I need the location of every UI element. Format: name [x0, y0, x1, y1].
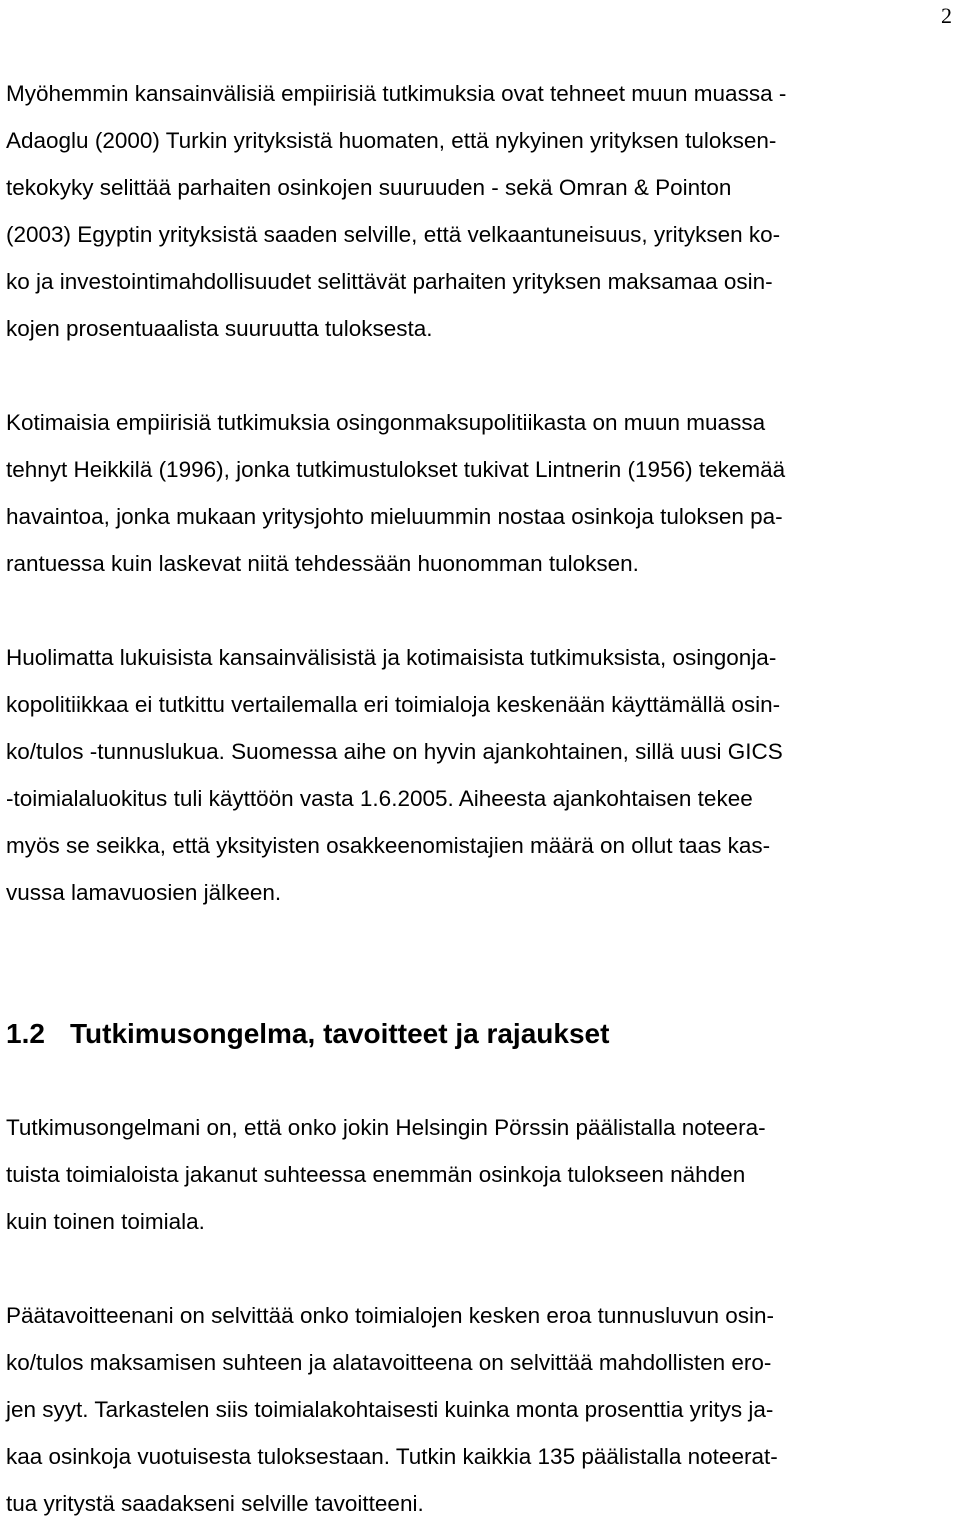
- paragraph-domestic-studies: Kotimaisia empiirisiä tutkimuksia osingonmaksupolitiikasta on muun muassa tehnyt Heikkilä (1996), jonka tutkimustulokset tukivat Lintnerin (1956) tekemää havaintoa, jonka mukaan yritysjohto mieluummin nostaa osinkoja tuloksen pa- rantuessa kuin laskevat niitä tehdessään huonomman tuloksen.: [6, 410, 786, 576]
- paragraph-spacer: [6, 587, 954, 634]
- paragraph-spacer: [6, 1245, 954, 1292]
- section-title: Tutkimusongelma, tavoitteet ja rajaukset: [70, 1018, 610, 1049]
- paragraph-motivation: Huolimatta lukuisista kansainvälisistä ja kotimaisista tutkimuksista, osingonja- kopolitiikkaa ei tutkittu vertailemalla eri toimialoja keskenään käyttämällä osin- ko/tulos -tunnuslukua. Suomessa aihe on hyvin ajankohtainen, sillä uusi GICS -toimialaluokitus tuli käyttöön vasta 1.6.2005. Aiheesta ajankohtaisen tekee myös se seikka, että yksityisten osakkeenomistajien määrä on ollut taas kas- vussa lamavuosien jälkeen.: [6, 645, 783, 905]
- section-heading: [6, 1010, 954, 1057]
- section-number: 1.2: [6, 1018, 45, 1049]
- heading-spacer: [6, 1057, 954, 1104]
- paragraph-international-studies: Myöhemmin kansainvälisiä empiirisiä tutkimuksia ovat tehneet muun muassa - Adaoglu (2000) Turkin yrityksistä huomaten, että nykyinen yrityksen tuloksen- tekokyky selittää parhaiten osinkojen suuruuden - sekä Omran & Pointon (2003) Egyptin yrityksistä saaden selville, että velkaantuneisuus, yrityksen ko- ko ja investointimahdollisuudet selittävät parhaiten yrityksen maksamaa osin- kojen prosentuaalista suuruutta tuloksesta.: [6, 81, 787, 341]
- page-number: 2: [941, 3, 952, 28]
- paragraph-research-problem: Tutkimusongelmani on, että onko jokin Helsingin Pörssin päälistalla noteera- tuista toimialoista jakanut suhteessa enemmän osinkoja tulokseen nähden kuin toinen toimiala.: [6, 1115, 766, 1234]
- paragraph-spacer: [6, 352, 954, 399]
- section-spacer: [6, 916, 954, 1010]
- paragraph-objectives: Päätavoitteenani on selvittää onko toimialojen kesken eroa tunnusluvun osin- ko/tulos maksamisen suhteen ja alatavoitteena on selvittää mahdollisten ero- jen syyt. Tarkastelen siis toimialakohtaisesti kuinka monta prosenttia yritys ja- kaa osinkoja vuotuisesta tuloksestaan. Tutkin kaikkia 135 päälistalla noteerat- tua yritystä saadakseni selville tavoitteeni.: [6, 1303, 778, 1516]
- document-body: [6, 70, 954, 1527]
